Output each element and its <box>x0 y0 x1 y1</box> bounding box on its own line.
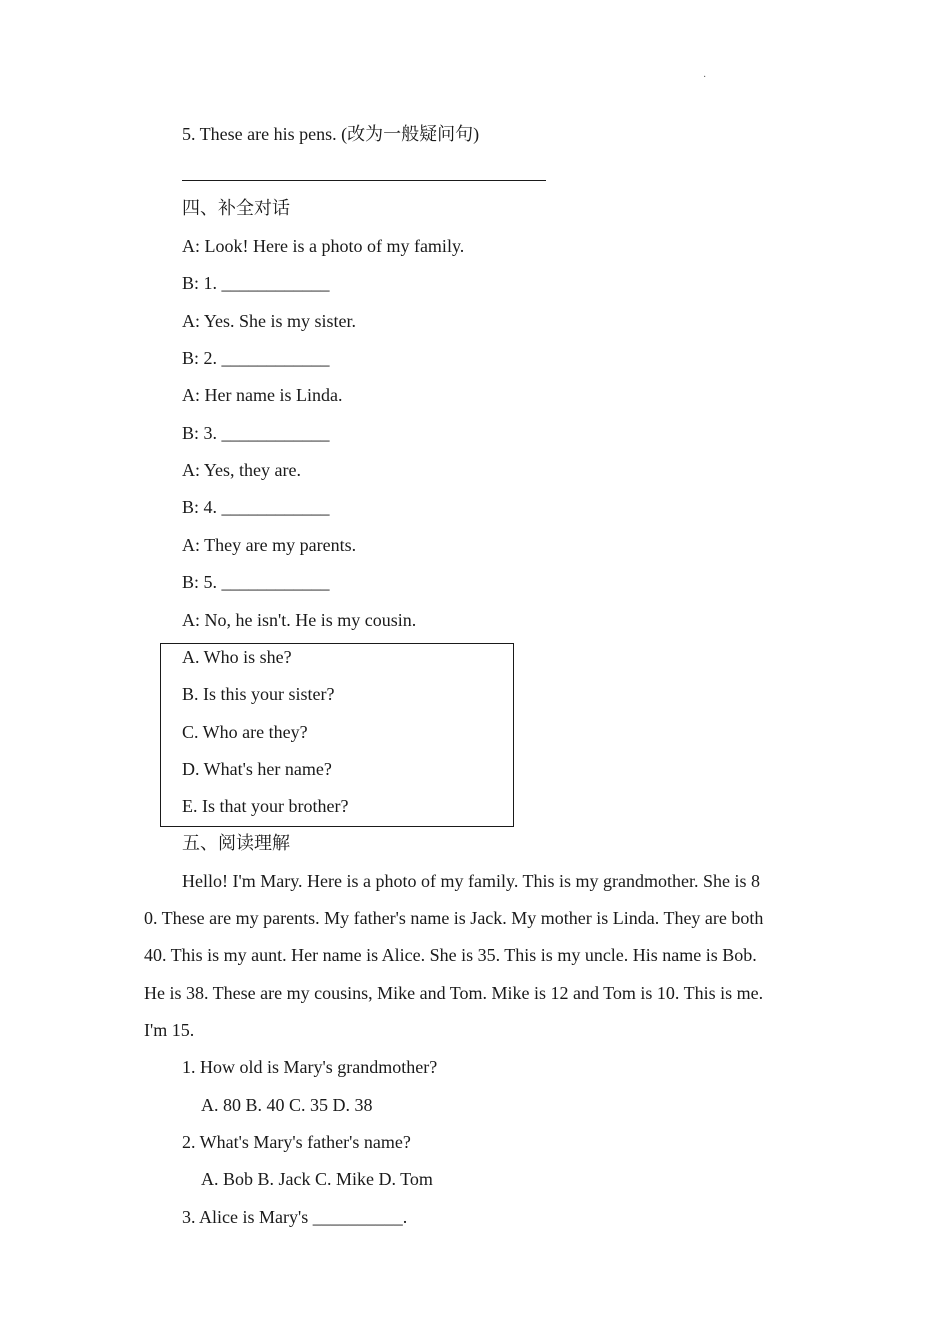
passage-line: I'm 15. <box>144 1020 195 1040</box>
header-dot-mark: · <box>703 72 707 83</box>
option-item: C. Who are they? <box>182 722 308 742</box>
reading-question-stem: 3. Alice is Mary's __________. <box>182 1207 408 1227</box>
dialogue-line: B: 2. ____________ <box>182 348 330 368</box>
answer-line <box>182 180 546 181</box>
section5-heading: 五、阅读理解 <box>182 833 290 853</box>
reading-question-choices: A. Bob B. Jack C. Mike D. Tom <box>201 1169 433 1189</box>
reading-question-stem: 2. What's Mary's father's name? <box>182 1132 411 1152</box>
passage-line: He is 38. These are my cousins, Mike and Tom. Mike is 12 and Tom is 10. This is me. <box>144 983 764 1003</box>
passage-line: 40. This is my aunt. Her name is Alice. She is 35. This is my uncle. His name is Bob. <box>144 945 757 965</box>
passage-line: Hello! I'm Mary. Here is a photo of my family. This is my grandmother. She is 8 <box>182 871 760 891</box>
dialogue-line: A: Yes, they are. <box>182 460 301 480</box>
reading-question-stem: 1. How old is Mary's grandmother? <box>182 1057 438 1077</box>
option-item: B. Is this your sister? <box>182 684 335 704</box>
dialogue-line: A: They are my parents. <box>182 535 357 555</box>
dialogue-line: A: Yes. She is my sister. <box>182 311 357 331</box>
section4-heading: 四、补全对话 <box>182 198 290 218</box>
dialogue-line: A: Look! Here is a photo of my family. <box>182 236 465 256</box>
option-item: A. Who is she? <box>182 647 292 667</box>
dialogue-line: A: Her name is Linda. <box>182 385 343 405</box>
dialogue-line: B: 3. ____________ <box>182 423 330 443</box>
dialogue-line: A: No, he isn't. He is my cousin. <box>182 610 417 630</box>
dialogue-line: B: 4. ____________ <box>182 497 330 517</box>
passage-line: 0. These are my parents. My father's name is Jack. My mother is Linda. They are both <box>144 908 764 928</box>
option-item: D. What's her name? <box>182 759 332 779</box>
dialogue-line: B: 5. ____________ <box>182 572 330 592</box>
option-item: E. Is that your brother? <box>182 796 349 816</box>
dialogue-line: B: 1. ____________ <box>182 273 330 293</box>
reading-question-choices: A. 80 B. 40 C. 35 D. 38 <box>201 1095 373 1115</box>
rewrite-question-5: 5. These are his pens. (改为一般疑问句) <box>182 124 480 144</box>
